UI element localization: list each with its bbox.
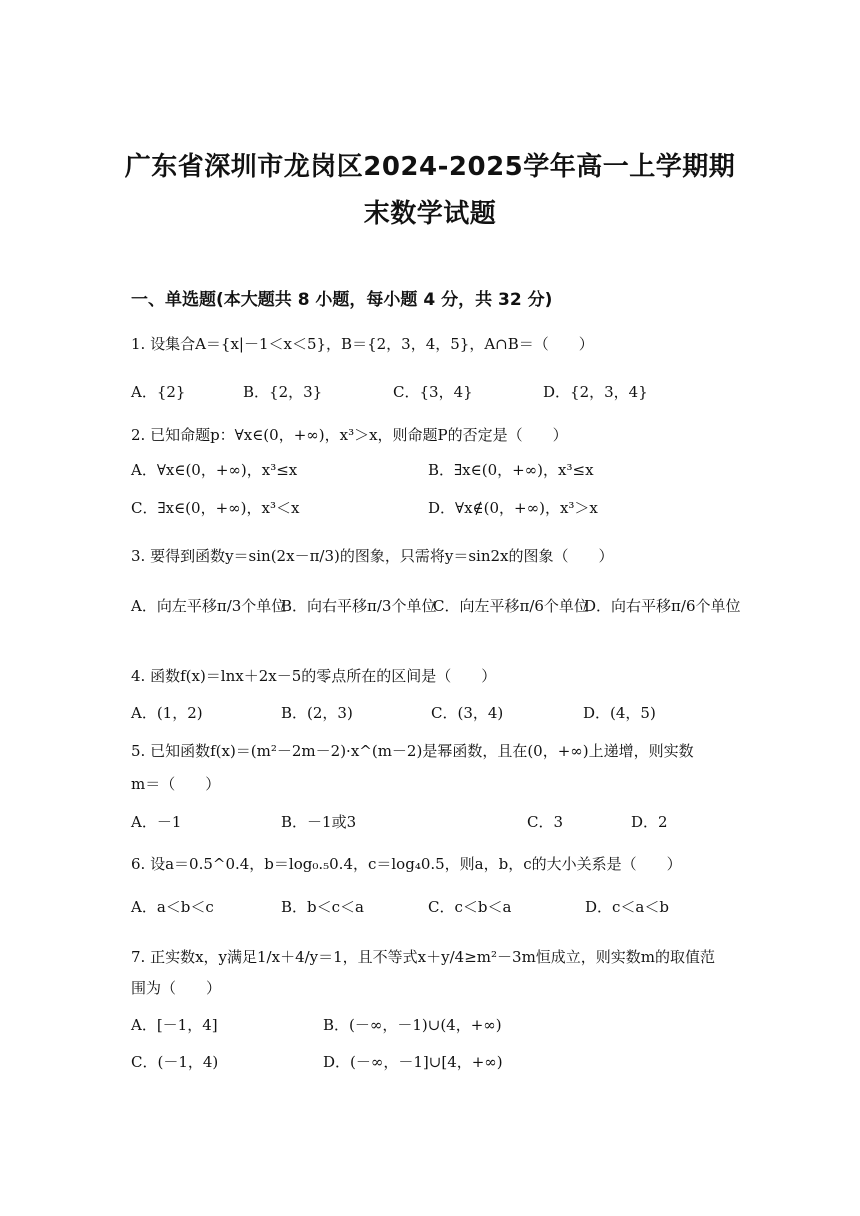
question-5-stem: 5. 已知函数f(x)＝(m²－2m－2)·x^(m－2)是幂函数，且在(0，+∞)上递增，则实数 (131, 742, 694, 760)
question-2-option-b: B．∃x∈(0，+∞)，x³≤x (428, 461, 594, 479)
question-4-stem: 4. 函数f(x)＝lnx＋2x－5的零点所在的区间是（ ） (131, 667, 497, 685)
question-7-option-a: A．[－1，4] (131, 1016, 218, 1034)
question-5-stem-continued: m＝（ ） (131, 775, 221, 793)
question-4-option-b: B．(2，3) (281, 704, 353, 722)
question-2-stem: 2. 已知命题p：∀x∈(0，+∞)，x³＞x，则命题P的否定是（ ） (131, 426, 568, 444)
question-1-option-b: B．{2，3} (243, 383, 323, 401)
question-2-option-a: A．∀x∈(0，+∞)，x³≤x (131, 461, 298, 479)
question-1-stem: 1. 设集合A＝{x|－1＜x＜5}，B＝{2，3，4，5}，A∩B＝（ ） (131, 335, 594, 353)
question-3-option-a: A．向左平移π/3个单位 (131, 597, 287, 615)
question-6-stem: 6. 设a＝0.5^0.4，b＝log₀.₅0.4，c＝log₄0.5，则a，b，c的大小关系是（ ） (131, 855, 682, 873)
document-title-line2: 末数学试题 (363, 199, 497, 229)
question-2-option-c: C．∃x∈(0，+∞)，x³＜x (131, 499, 300, 517)
question-3-option-b: B．向右平移π/3个单位 (281, 597, 437, 615)
question-3-option-d: D．向右平移π/6个单位 (584, 597, 741, 615)
question-2-option-d: D．∀x∉(0，+∞)，x³＞x (428, 499, 598, 517)
section-heading: 一、单选题(本大题共 8 小题，每小题 4 分，共 32 分) (131, 290, 553, 310)
question-5-option-a: A．－1 (131, 813, 182, 831)
question-5-option-b: B．－1或3 (281, 813, 357, 831)
question-4-option-a: A．(1，2) (131, 704, 203, 722)
question-5-option-d: D．2 (631, 813, 668, 831)
question-6-option-b: B．b＜c＜a (281, 898, 364, 916)
question-4-option-d: D．(4，5) (583, 704, 656, 722)
question-7-stem: 7. 正实数x，y满足1/x＋4/y＝1，且不等式x＋y/4≥m²－3m恒成立，则实数m的取值范 (131, 948, 716, 966)
question-6-option-d: D．c＜a＜b (585, 898, 669, 916)
question-7-option-d: D．(－∞，－1]∪[4，+∞) (323, 1053, 503, 1071)
question-7-option-b: B．(－∞，－1)∪(4，+∞) (323, 1016, 502, 1034)
question-5-option-c: C．3 (527, 813, 564, 831)
question-6-option-a: A．a＜b＜c (131, 898, 214, 916)
question-1-option-a: A．{2} (131, 383, 186, 401)
question-1-option-c: C．{3，4} (393, 383, 473, 401)
document-title-line1: 广东省深圳市龙岗区2024-2025学年高一上学期期 (124, 152, 736, 182)
question-6-option-c: C．c＜b＜a (428, 898, 512, 916)
question-1-option-d: D．{2，3，4} (543, 383, 648, 401)
question-3-stem: 3. 要得到函数y＝sin(2x－π/3)的图象，只需将y＝sin2x的图象（ ） (131, 547, 614, 565)
question-4-option-c: C．(3，4) (431, 704, 504, 722)
question-3-option-c: C．向左平移π/6个单位 (433, 597, 589, 615)
question-7-option-c: C．(－1，4) (131, 1053, 219, 1071)
question-7-stem-continued: 围为（ ） (131, 979, 222, 997)
